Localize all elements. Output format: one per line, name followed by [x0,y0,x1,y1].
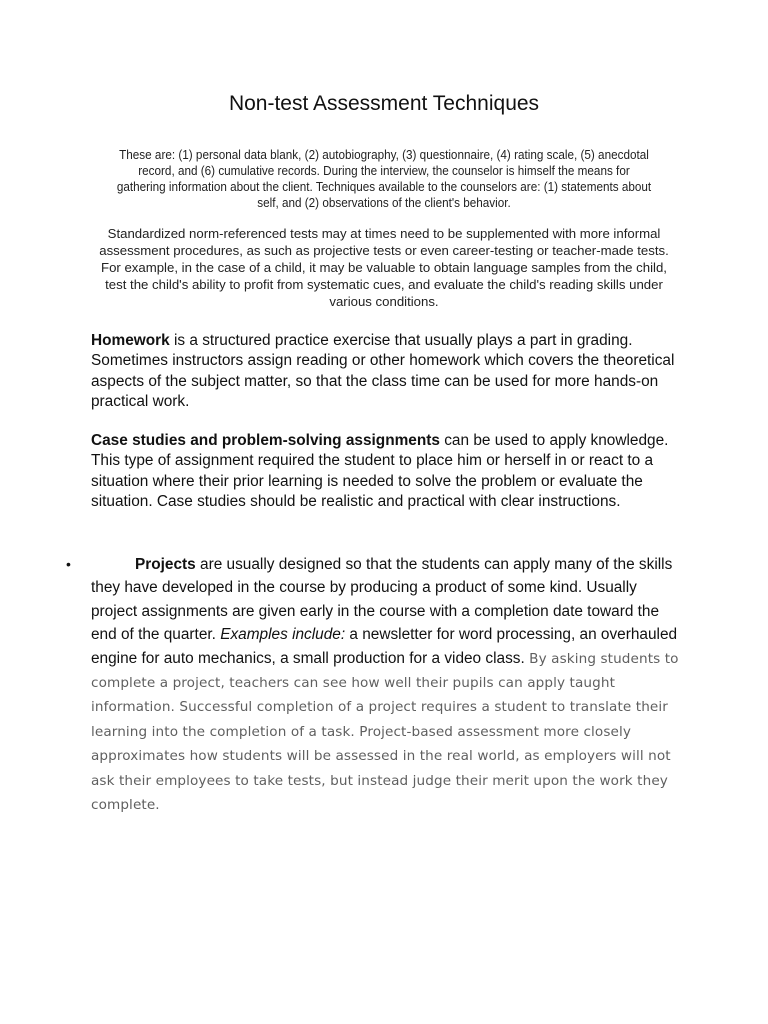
projects-text-2: a newsletter for word processing, an overhauled engine for auto mechanics, a small production for a video class. [91,626,678,667]
homework-term: Homework [91,332,170,349]
examples-label: Examples include: [220,626,346,644]
projects-text-1: are usually designed so that the students can apply many of the skills they have developed in the course by producing a product of some kind. Usually project assignments are given early in the course with a completion date toward the end of the quarter. [91,556,673,644]
homework-text: is a structured practice exercise that usually plays a part in grading. Sometimes instructors assign reading or other homework which covers the theoretical aspects of the subject matter, so that the class time can be used for more hands-on practical work. [91,332,675,410]
projects-term: Projects [135,556,196,573]
intro-paragraph-assessment-list: These are: (1) personal data blank, (2) autobiography, (3) questionnaire, (4) rating scale, (5) anecdotal record, and (6) cumulative records. During the interview, the counselor is himself the means for gathering information about the client. Techniques available to the counselors are: (1) statements about self, and (2) observations of the client's behavior. [116,148,652,210]
bullet-marker: • [66,556,71,572]
case-studies-text: can be used to apply knowledge. This type of assignment required the student to place him or herself in or react to a situation where their prior learning is needed to solve the problem or evaluate the situation. Case studies should be realistic and practical with clear instructions. [91,432,669,510]
projects-list-item [91,553,681,817]
intro-paragraph-standardized-tests: Standardized norm-referenced tests may at times need to be supplemented with more informal assessment procedures, as such as projective tests or even career-testing or teacher-made tests. For example, in the case of a child, it may be valuable to obtain language samples from the child, test the child's ability to profit from systematic cues, and evaluate the child's reading skills under various conditions. [99,226,669,309]
projects-explanation-text: By asking students to complete a project, teachers can see how well their pupils can apply taught information. Successful completion of a project requires a student to translate their learning into the completion of a task. Project-based assessment more closely approximates how students will be assessed in the real world, as employers will not ask their employees to take tests, but instead judge their merit upon the work they complete. [91,650,679,814]
case-studies-term: Case studies and problem-solving assignments [91,432,440,449]
case-studies-paragraph [91,431,681,512]
document-title: Non-test Assessment Techniques [228,92,540,115]
homework-paragraph [91,331,681,412]
